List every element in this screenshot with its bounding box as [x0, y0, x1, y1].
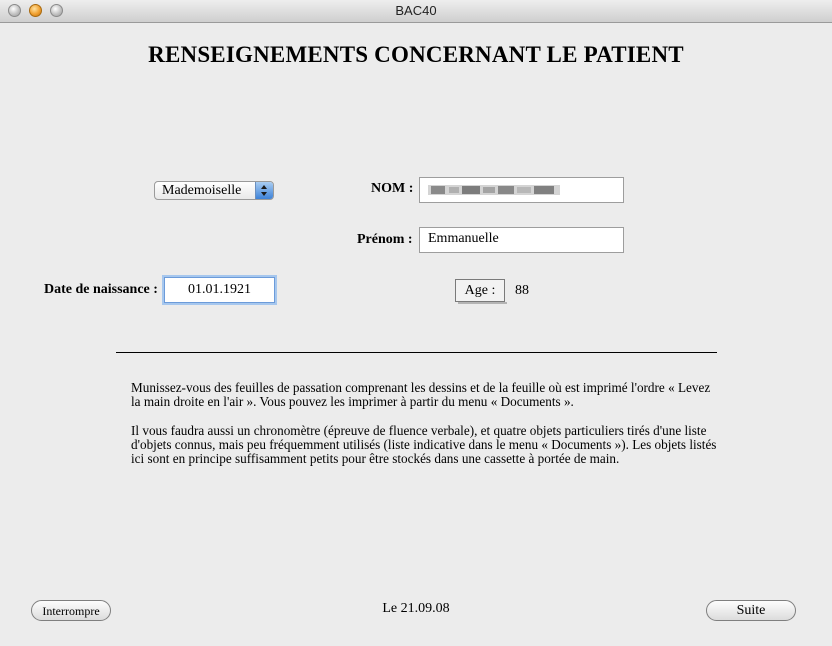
current-date: Le 21.09.08	[382, 601, 450, 616]
prenom-label: Prénom :	[357, 232, 413, 247]
birth-date-label: Date de naissance :	[44, 282, 158, 297]
civility-select[interactable]	[154, 181, 274, 200]
window-title: BAC40	[395, 3, 437, 18]
next-button[interactable]: Suite	[706, 600, 796, 621]
instructions-paragraph-1: Munissez-vous des feuilles de passation comprenant les dessins et de la feuille où est imprimé l'ordre « Levez la main droite en l'air ». Vous pouvez les imprimer à partir du menu « Documents ».	[131, 380, 711, 409]
instructions-paragraph-2: Il vous faudra aussi un chronomètre (épreuve de fluence verbale), et quatre objets particuliers tirés d'une liste d'objets connus, mais peu fréquemment utilisés (liste indicative dans le menu « Documents »). Les objets listés ici sont en principe suffisamment petits pour être stockés dans une cassette à portée de main.	[131, 423, 717, 466]
age-label: Age :	[455, 279, 505, 302]
nom-label: NOM :	[371, 181, 414, 196]
interrupt-button[interactable]: Interrompre	[31, 600, 111, 621]
redacted-name-mark	[428, 183, 560, 197]
nom-field[interactable]	[419, 177, 624, 203]
updown-arrows-icon	[255, 182, 273, 199]
section-divider	[116, 352, 717, 353]
birth-date-field[interactable]: 01.01.1921	[164, 277, 275, 303]
page-title: RENSEIGNEMENTS CONCERNANT LE PATIENT	[148, 42, 684, 67]
prenom-field[interactable]: Emmanuelle	[419, 227, 624, 253]
title-bar	[0, 0, 832, 23]
age-value: 88	[515, 283, 529, 298]
civility-selected-value: Mademoiselle	[162, 183, 242, 198]
